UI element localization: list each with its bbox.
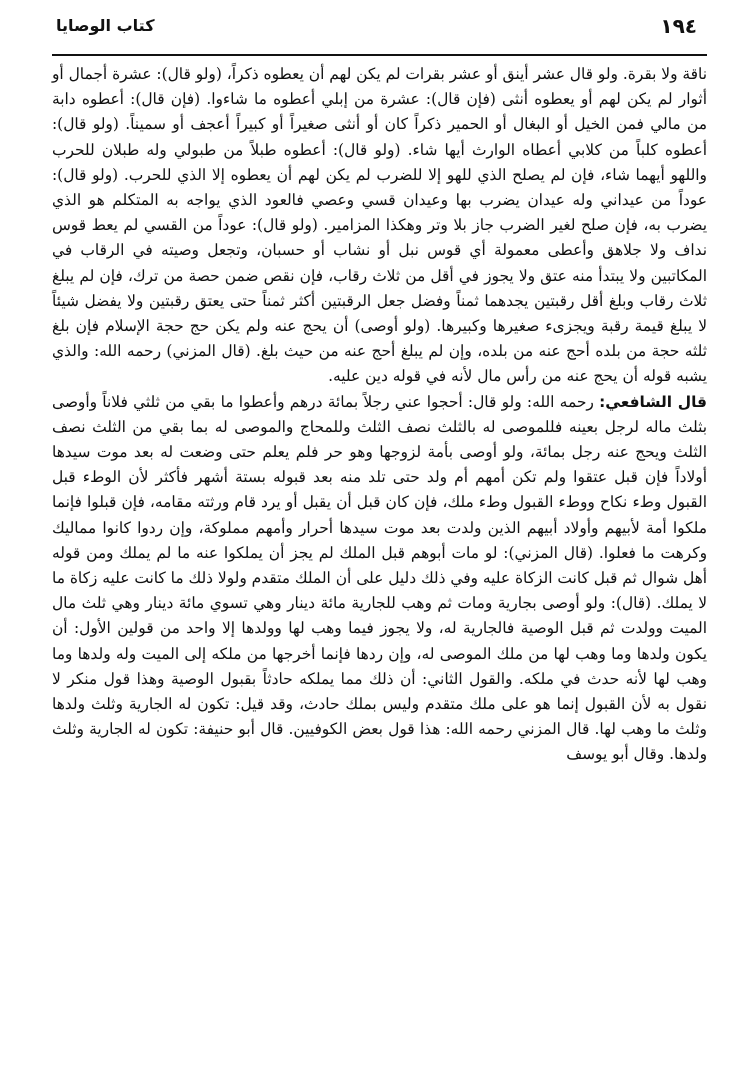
body-text — [52, 62, 707, 768]
paragraph-2 — [52, 390, 707, 768]
book-title: كتاب الوصايا — [56, 16, 155, 35]
paragraph-1: ناقة ولا بقرة. ولو قال عشر أينق أو عشر بقرات لم يكن لهم أن يعطوه ذكراً، (ولو قال): عشرة أجمال أو أثوار لم يكن لهم أو يعطوه أنثى (فإن قال): عشرة من إبلي أعطوه ما شاءوا. (فإن قال): أعطوه دابة من مالي فمن الخيل أو البغال أو الحمير ذكراً كان أو أنثى صغيراً أو كبيراً أعجف أو سميناً. (ولو قال): أعطوه كلباً من كلابي أعطاه الوارث أيها شاء. (ولو قال): أعطوه طبلاً من طبولي وله طبلان للحرب واللهو أيهما شاء، فإن لم يصلح الذي للهو إلا للضرب لم يكن لهم أن يعطوه إلا الذي للحرب. (ولو قال): عوداً من عيداني وله عيدان يضرب بها وعيدان قسي وعصي فالعود الذي يواجه به المتكلم هو الذي يضرب به، فإن صلح لغير الضرب جاز بلا وتر وهكذا المزامير. (ولو قال): عوداً من القسي لم يعط قوس نداف ولا جلاهق وأعطى معمولة أي قوس نبل أو نشاب أو حسبان، وتجعل وصيته في الرقاب في المكاتبين ولا يبتدأ منه عتق ولا يجوز في أقل من ثلاث رقاب، فإن نقص ضمن حصة من ترك، فإن لم يبلغ ثلاث رقاب وبلغ أقل رقبتين يجدهما ثمناً وفضل جعل الرقبتين أكثر ثمناً حتى يعتق رقبتين ولا يفضل شيئاً لا يبلغ قيمة رقبة ويجزىء صغيرها وكبيرها. (ولو أوصى) أن يحج عنه ولم يكن حج حجة الإسلام فإن بلغ ثلثه حجة من بلده أحج عنه من بلده، وإن لم يبلغ أحج عنه من حيث بلغ. (قال المزني) رحمه الله: والذي يشبه قوله أن يحج عنه من رأس مال لأنه في قوله دين عليه. — [52, 65, 707, 386]
header-divider — [52, 54, 707, 56]
paragraph-2-text: رحمه الله: ولو قال: أحجوا عني رجلاً بمائة درهم وأعطوا ما بقي من ثلثي فلاناً وأوصى بثلث ماله لرجل بعينه فللموصى له بالثلث نصف الثلث وللمحاج والموصى له بما بقي من الثلث نصف الثلث ويحج عنه رجل بمائة، ولو أوصى بأمة لزوجها وهو حر فلم يعلم حتى وضعت له بعد موت سيدها أولاداً فإن قبل عتقوا ولم تكن أمهم أم ولد حتى تلد منه بعد قبوله بستة أشهر فأكثر لأن الوطء قبل القبول وطء نكاح ووطء القبول وطء ملك، فإن كان قبل أن يقبل أو يرد قام ورثته مقامه، فإن قبلوا فإنما ملكوا أمة لأبيهم وأولاد أبيهم الذين ولدت بعد موت سيدها أحرار وأمهم مملوكة، وإن ردوا كانوا مماليك وكرهت ما فعلوا. (قال المزني): لو مات أبوهم قبل الملك لم يجز أن يملكوا عنه ما لم يملك ومن قوله أهل شوال ثم قبل كانت الزكاة عليه وفي ذلك دليل على أن الملك متقدم ولولا ذلك ما كانت عليه زكاة ما لا يملك. (قال): ولو أوصى بجارية ومات ثم وهب للجارية مائة دينار وهي تسوي مائة دينار وهي ثلث مال الميت وولدت ثم قبل الوصية فالجارية له، ولا يجوز فيما وهب لها وولدها إلا واحد من قولين الأول: أن يكون ولدها وما وهب لها من ملك الموصى له، وإن ردها فإنما أخرجها من ملكه إلى الميت وله ولدها وما وهب لها لأنه حدث في ملكه. والقول الثاني: أن ذلك مما يملكه حادثاً بقبول الوصية وهذا قول منكر لا نقول به لأن القبول إنما هو على ملك متقدم وليس بملك حادث، وقد قيل: تكون له الجارية وثلث ولدها وثلث ما وهب لها. قال المزني رحمه الله: هذا قول بعض الكوفيين. قال أبو حنيفة: تكون له الجارية وثلث ولدها. وقال أبو يوسف — [52, 392, 707, 764]
page-number: ١٩٤ — [660, 14, 697, 38]
page-header — [52, 12, 707, 50]
speaker-label: قال الشافعي: — [599, 392, 707, 411]
